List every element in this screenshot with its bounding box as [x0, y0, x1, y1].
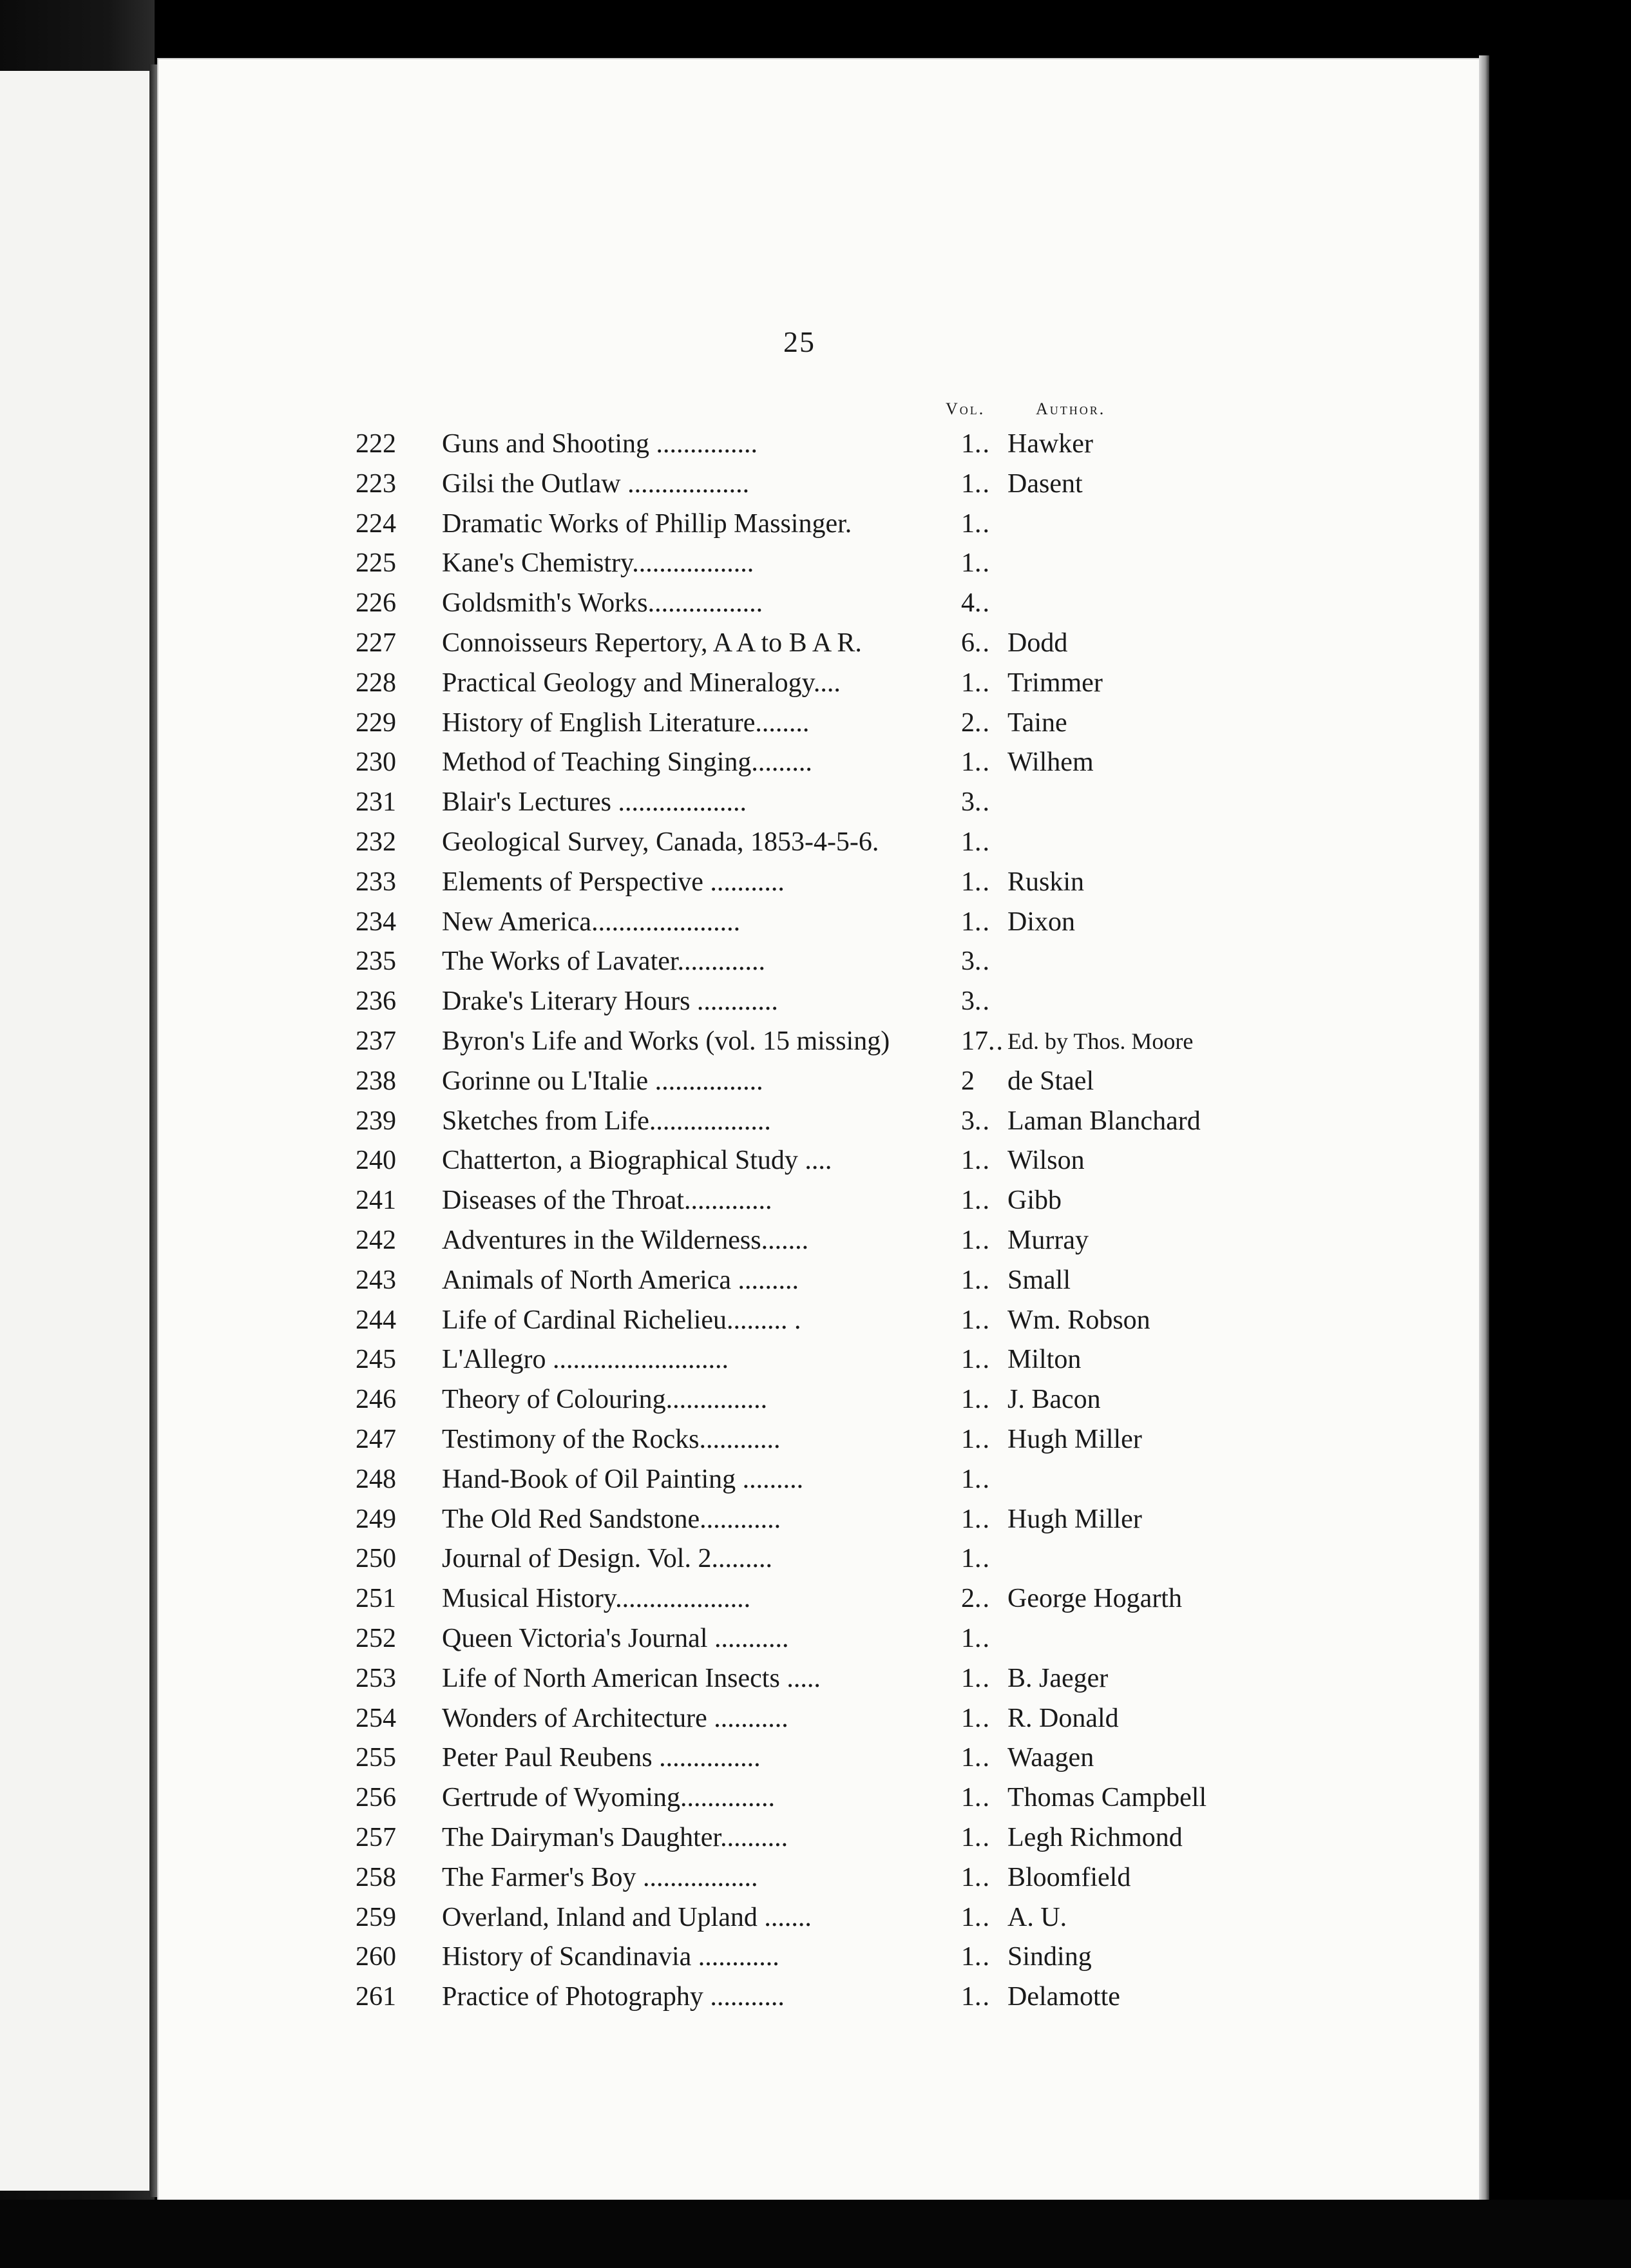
- entry-separator: ..: [975, 787, 991, 817]
- catalogue-entry: [158, 1180, 1479, 1220]
- entry-volumes: [961, 1937, 991, 1977]
- entry-volume-count: 1: [961, 1982, 975, 2012]
- entry-title: Peter Paul Reubens ...............: [442, 1743, 761, 1773]
- entry-author: Thomas Campbell: [1007, 1783, 1207, 1812]
- entry-volume-count: 2: [961, 708, 975, 738]
- entry-volumes: [961, 981, 991, 1021]
- entry-title: The Old Red Sandstone............: [442, 1504, 781, 1534]
- entry-volume-count: 1: [961, 1465, 975, 1494]
- entry-number: 248: [356, 1465, 396, 1494]
- entry-separator: ..: [975, 668, 991, 698]
- catalogue-entry: [158, 1579, 1479, 1619]
- entry-title: Byron's Life and Works (vol. 15 missing): [442, 1026, 890, 1056]
- entry-author: Laman Blanchard: [1007, 1106, 1201, 1136]
- entry-volumes: [961, 742, 991, 782]
- catalogue-entry: [158, 1539, 1479, 1579]
- entry-title: The Farmer's Boy .................: [442, 1863, 758, 1892]
- entry-title: Life of North American Insects .....: [442, 1664, 821, 1693]
- catalogue-entry: [158, 1379, 1479, 1419]
- entry-number: 228: [356, 668, 396, 698]
- catalogue-entry: [158, 703, 1479, 743]
- catalogue-entry: [158, 1140, 1479, 1180]
- entry-volume-count: 1: [961, 1903, 975, 1932]
- entry-volume-count: 1: [961, 1783, 975, 1812]
- entry-separator: ..: [975, 1783, 991, 1812]
- entry-separator: ..: [975, 907, 991, 937]
- catalogue-entry: [158, 583, 1479, 623]
- entry-separator: ..: [975, 827, 991, 857]
- entry-author: Hawker: [1007, 429, 1093, 459]
- entry-volume-count: 1: [961, 1504, 975, 1534]
- entry-volumes: [961, 822, 991, 862]
- entry-number: 226: [356, 588, 396, 618]
- column-header-vol: Vol.: [946, 399, 986, 418]
- entry-volume-count: 1: [961, 1823, 975, 1852]
- entry-number: 252: [356, 1624, 396, 1653]
- entry-title: Life of Cardinal Richelieu......... .: [442, 1305, 801, 1335]
- entry-volume-count: 1: [961, 1385, 975, 1414]
- entry-number: 233: [356, 867, 396, 897]
- entry-volumes: [961, 1459, 991, 1499]
- catalogue-entry: [158, 1858, 1479, 1898]
- catalogue-entry: [158, 941, 1479, 981]
- entry-number: 225: [356, 548, 396, 578]
- entry-number: 231: [356, 787, 396, 817]
- catalogue-entry: [158, 1220, 1479, 1260]
- entry-volumes: [961, 1379, 991, 1419]
- entry-volume-count: 1: [961, 827, 975, 857]
- entry-volumes: [961, 464, 991, 504]
- entry-author: Waagen: [1007, 1743, 1094, 1773]
- entry-title: Musical History....................: [442, 1584, 751, 1613]
- entry-title: Theory of Colouring...............: [442, 1385, 768, 1414]
- column-headers: [158, 399, 1479, 425]
- entry-number: 241: [356, 1186, 396, 1215]
- entry-title: The Dairyman's Daughter..........: [442, 1823, 788, 1852]
- entry-author: Dodd: [1007, 628, 1068, 658]
- entry-title: New America......................: [442, 907, 741, 937]
- entry-separator: ..: [975, 1385, 991, 1414]
- entry-title: Animals of North America .........: [442, 1265, 799, 1295]
- entry-title: L'Allegro ..........................: [442, 1345, 729, 1374]
- entry-author: Taine: [1007, 708, 1067, 738]
- entry-volumes: [961, 583, 991, 623]
- entry-volumes: [961, 1180, 991, 1220]
- entry-volumes: [961, 1260, 991, 1300]
- entry-separator: ..: [975, 628, 991, 658]
- entry-volume-count: 3: [961, 1106, 975, 1136]
- entry-volume-count: 1: [961, 1225, 975, 1255]
- entry-author: Dixon: [1007, 907, 1075, 937]
- entry-number: 242: [356, 1225, 396, 1255]
- entry-volumes: [961, 1140, 991, 1180]
- page-edge-right: [1479, 55, 1489, 2201]
- entry-title: Connoisseurs Repertory, A A to B A R.: [442, 628, 862, 658]
- entry-separator: ..: [975, 1465, 991, 1494]
- entry-separator: ..: [975, 1823, 991, 1852]
- entry-separator: ..: [975, 947, 991, 976]
- entry-title: Kane's Chemistry..................: [442, 548, 754, 578]
- entry-volumes: [961, 1977, 991, 2017]
- entry-author: Milton: [1007, 1345, 1082, 1374]
- entry-author: A. U.: [1007, 1903, 1067, 1932]
- entry-volumes: [961, 424, 991, 464]
- entry-number: 261: [356, 1982, 396, 2012]
- entry-author: Wilson: [1007, 1146, 1085, 1175]
- entry-separator: ..: [975, 588, 991, 618]
- entry-volume-count: 2: [961, 1066, 975, 1096]
- entry-title: The Works of Lavater.............: [442, 947, 766, 976]
- entry-separator: ..: [975, 1225, 991, 1255]
- catalogue-entry: [158, 623, 1479, 663]
- entry-title: Elements of Perspective ...........: [442, 867, 785, 897]
- entry-volumes: [961, 1300, 991, 1340]
- entry-separator: ..: [975, 1664, 991, 1693]
- entry-number: 229: [356, 708, 396, 738]
- entry-number: 245: [356, 1345, 396, 1374]
- entry-volumes: [961, 1340, 991, 1379]
- entry-separator: ..: [975, 429, 991, 459]
- entry-volume-count: 1: [961, 867, 975, 897]
- entry-title: Dramatic Works of Phillip Massinger.: [442, 509, 852, 539]
- entry-separator: ..: [975, 1106, 991, 1136]
- entry-volumes: [961, 862, 991, 902]
- entry-author: Trimmer: [1007, 668, 1103, 698]
- entry-number: 236: [356, 986, 396, 1016]
- entry-volumes: [961, 1818, 991, 1858]
- entry-author: J. Bacon: [1007, 1385, 1101, 1414]
- entry-title: History of English Literature........: [442, 708, 810, 738]
- entry-number: 224: [356, 509, 396, 539]
- entry-separator: ..: [975, 1305, 991, 1335]
- entry-volume-count: 1: [961, 1305, 975, 1335]
- entry-number: 249: [356, 1504, 396, 1534]
- entry-number: 230: [356, 747, 396, 777]
- entry-separator: ..: [975, 548, 991, 578]
- entry-volumes: [961, 663, 991, 703]
- entry-separator: ..: [975, 1704, 991, 1733]
- entry-volume-count: 1: [961, 548, 975, 578]
- entry-volume-count: 1: [961, 1345, 975, 1374]
- entry-number: 235: [356, 947, 396, 976]
- entry-volumes: [961, 1658, 991, 1698]
- entry-volume-count: 4: [961, 588, 975, 618]
- entry-author: Ruskin: [1007, 867, 1085, 897]
- entry-volume-count: 1: [961, 509, 975, 539]
- entry-separator: ..: [975, 1544, 991, 1573]
- entry-author: Delamotte: [1007, 1982, 1120, 2012]
- entry-volume-count: 1: [961, 469, 975, 499]
- entry-separator: ..: [975, 1186, 991, 1215]
- entry-number: 253: [356, 1664, 396, 1693]
- entry-volumes: [961, 1858, 991, 1898]
- entry-number: 256: [356, 1783, 396, 1812]
- entry-volume-count: 6: [961, 628, 975, 658]
- entry-author: Ed. by Thos. Moore: [1007, 1028, 1194, 1054]
- entry-number: 238: [356, 1066, 396, 1096]
- catalogue-entry: [158, 1021, 1479, 1061]
- entry-title: Queen Victoria's Journal ...........: [442, 1624, 789, 1653]
- entry-title: Hand-Book of Oil Painting .........: [442, 1465, 804, 1494]
- entry-number: 247: [356, 1425, 396, 1454]
- entry-volume-count: 1: [961, 1664, 975, 1693]
- entry-number: 259: [356, 1903, 396, 1932]
- entry-title: Goldsmith's Works.................: [442, 588, 763, 618]
- catalogue-entry: [158, 1101, 1479, 1141]
- entry-title: Geological Survey, Canada, 1853-4-5-6.: [442, 827, 879, 857]
- entry-author: Wilhem: [1007, 747, 1094, 777]
- entry-title: Overland, Inland and Upland .......: [442, 1903, 812, 1932]
- entry-title: Journal of Design. Vol. 2.........: [442, 1544, 772, 1573]
- entry-volume-count: 1: [961, 1942, 975, 1972]
- catalogue-entry: [158, 1619, 1479, 1658]
- catalogue-entry: [158, 1937, 1479, 1977]
- entry-separator: ..: [975, 986, 991, 1016]
- entry-number: 223: [356, 469, 396, 499]
- entry-volumes: [961, 1579, 991, 1619]
- catalogue-entry: [158, 1459, 1479, 1499]
- entry-number: 258: [356, 1863, 396, 1892]
- entry-number: 251: [356, 1584, 396, 1613]
- entry-volumes: [961, 1419, 991, 1459]
- entry-volumes: [961, 1619, 991, 1658]
- entry-number: 234: [356, 907, 396, 937]
- entry-author: Small: [1007, 1265, 1071, 1295]
- entry-volumes: [961, 543, 991, 583]
- entry-author: de Stael: [1007, 1066, 1094, 1096]
- entry-separator: ..: [975, 1982, 991, 2012]
- entry-volumes: [961, 1021, 1004, 1061]
- entry-title: Blair's Lectures ...................: [442, 787, 747, 817]
- catalogue-entry: [158, 1061, 1479, 1101]
- entry-volumes: [961, 703, 991, 743]
- entry-title: Gertrude of Wyoming..............: [442, 1783, 775, 1812]
- catalogue-entry: [158, 1738, 1479, 1778]
- entry-volume-count: 1: [961, 429, 975, 459]
- entry-title: Diseases of the Throat.............: [442, 1186, 772, 1215]
- entry-volumes: [961, 504, 991, 544]
- entry-separator: ..: [975, 1345, 991, 1374]
- entry-title: Method of Teaching Singing.........: [442, 747, 812, 777]
- catalogue-entry: [158, 981, 1479, 1021]
- entry-title: Gorinne ou L'Italie ................: [442, 1066, 763, 1096]
- book-page: [158, 59, 1479, 2200]
- entry-title: Testimony of the Rocks............: [442, 1425, 781, 1454]
- entry-separator: ..: [975, 1942, 991, 1972]
- entry-volumes: [961, 1738, 991, 1778]
- catalogue-entry: [158, 742, 1479, 782]
- catalogue-entry: [158, 663, 1479, 703]
- book-gutter: [149, 64, 158, 2197]
- entry-separator: ..: [975, 1504, 991, 1534]
- entry-volume-count: 1: [961, 1425, 975, 1454]
- catalogue-entry: [158, 504, 1479, 544]
- entry-volumes: [961, 1061, 975, 1101]
- entry-volumes: [961, 902, 991, 942]
- entry-number: 250: [356, 1544, 396, 1573]
- entry-author: Bloomfield: [1007, 1863, 1131, 1892]
- entry-separator: ..: [975, 1903, 991, 1932]
- entry-volumes: [961, 1778, 991, 1818]
- page-number-text: 25: [783, 325, 816, 358]
- entry-author: Hugh Miller: [1007, 1425, 1142, 1454]
- catalogue-entry: [158, 1658, 1479, 1698]
- entry-volume-count: 3: [961, 986, 975, 1016]
- entry-volumes: [961, 1898, 991, 1937]
- catalogue-entry: [158, 1419, 1479, 1459]
- entry-volume-count: 3: [961, 947, 975, 976]
- entry-separator: ..: [975, 1425, 991, 1454]
- entry-title: Chatterton, a Biographical Study ....: [442, 1146, 832, 1175]
- entry-volumes: [961, 782, 991, 822]
- entry-volumes: [961, 941, 991, 981]
- entry-number: 257: [356, 1823, 396, 1852]
- entry-separator: ..: [975, 1624, 991, 1653]
- catalogue-entry: [158, 1340, 1479, 1379]
- entry-volume-count: 1: [961, 1624, 975, 1653]
- catalogue-entry: [158, 902, 1479, 942]
- entry-volume-count: 1: [961, 1146, 975, 1175]
- entry-title: Drake's Literary Hours ............: [442, 986, 778, 1016]
- entry-volumes: [961, 623, 991, 663]
- entry-separator: ..: [975, 1265, 991, 1295]
- entry-volume-count: 1: [961, 1863, 975, 1892]
- entry-author: Murray: [1007, 1225, 1089, 1255]
- catalogue-entry: [158, 1898, 1479, 1937]
- entry-author: Gibb: [1007, 1186, 1062, 1215]
- facing-page-edge: [0, 71, 151, 2191]
- catalogue-entry: [158, 1499, 1479, 1539]
- entry-title: Practical Geology and Mineralogy....: [442, 668, 841, 698]
- entry-number: 255: [356, 1743, 396, 1773]
- entry-volume-count: 1: [961, 747, 975, 777]
- entry-volume-count: 1: [961, 1544, 975, 1573]
- catalogue-entry: [158, 1260, 1479, 1300]
- entry-separator: ..: [975, 747, 991, 777]
- entry-volume-count: 1: [961, 1186, 975, 1215]
- entry-title: History of Scandinavia ............: [442, 1942, 779, 1972]
- entry-separator: ..: [975, 867, 991, 897]
- entry-separator: ..: [975, 1743, 991, 1773]
- entry-separator: ..: [988, 1026, 1004, 1056]
- entry-title: Guns and Shooting ...............: [442, 429, 758, 459]
- entry-title: Sketches from Life..................: [442, 1106, 771, 1136]
- catalogue-entry: [158, 1778, 1479, 1818]
- entry-number: 227: [356, 628, 396, 658]
- entry-title: Wonders of Architecture ...........: [442, 1704, 788, 1733]
- entry-number: 239: [356, 1106, 396, 1136]
- entry-number: 260: [356, 1942, 396, 1972]
- entry-number: 254: [356, 1704, 396, 1733]
- entry-author: Hugh Miller: [1007, 1504, 1142, 1534]
- entry-author: Legh Richmond: [1007, 1823, 1183, 1852]
- entry-number: 240: [356, 1146, 396, 1175]
- entry-number: 246: [356, 1385, 396, 1414]
- entry-title: Gilsi the Outlaw ..................: [442, 469, 750, 499]
- entry-volumes: [961, 1220, 991, 1260]
- entry-volume-count: 1: [961, 1743, 975, 1773]
- entry-separator: ..: [975, 708, 991, 738]
- entry-volumes: [961, 1698, 991, 1738]
- entry-number: 222: [356, 429, 396, 459]
- entry-number: 243: [356, 1265, 396, 1295]
- catalogue-entry: [158, 424, 1479, 464]
- catalogue-entry: [158, 862, 1479, 902]
- catalogue-entry: [158, 1698, 1479, 1738]
- entry-volume-count: 17: [961, 1026, 988, 1056]
- entry-volumes: [961, 1539, 991, 1579]
- entry-author: George Hogarth: [1007, 1584, 1182, 1613]
- catalogue-entry: [158, 464, 1479, 504]
- entry-author: B. Jaeger: [1007, 1664, 1109, 1693]
- entry-separator: ..: [975, 1863, 991, 1892]
- entry-number: 237: [356, 1026, 396, 1056]
- entry-volumes: [961, 1499, 991, 1539]
- entry-author: R. Donald: [1007, 1704, 1119, 1733]
- entry-volumes: [961, 1101, 991, 1141]
- entry-volume-count: 1: [961, 907, 975, 937]
- catalogue-entry: [158, 822, 1479, 862]
- entry-volume-count: 3: [961, 787, 975, 817]
- catalogue-entry: [158, 1818, 1479, 1858]
- entry-volume-count: 1: [961, 1265, 975, 1295]
- entry-separator: ..: [975, 1146, 991, 1175]
- entry-volume-count: 1: [961, 1704, 975, 1733]
- entry-volume-count: 2: [961, 1584, 975, 1613]
- entry-author: Wm. Robson: [1007, 1305, 1150, 1335]
- entry-number: 244: [356, 1305, 396, 1335]
- entry-separator: ..: [975, 509, 991, 539]
- entry-number: 232: [356, 827, 396, 857]
- entry-title: Adventures in the Wilderness.......: [442, 1225, 809, 1255]
- catalogue-entry: [158, 543, 1479, 583]
- scan-background-bottom: [0, 2200, 1631, 2268]
- catalogue-entry: [158, 782, 1479, 822]
- entry-separator: ..: [975, 1584, 991, 1613]
- catalogue-entry: [158, 1977, 1479, 2017]
- entry-author: Sinding: [1007, 1942, 1092, 1972]
- entry-volume-count: 1: [961, 668, 975, 698]
- catalogue-entry: [158, 1300, 1479, 1340]
- entry-author: Dasent: [1007, 469, 1083, 499]
- column-header-author: Author.: [1036, 399, 1106, 418]
- entry-separator: ..: [975, 469, 991, 499]
- entry-title: Practice of Photography ...........: [442, 1982, 785, 2012]
